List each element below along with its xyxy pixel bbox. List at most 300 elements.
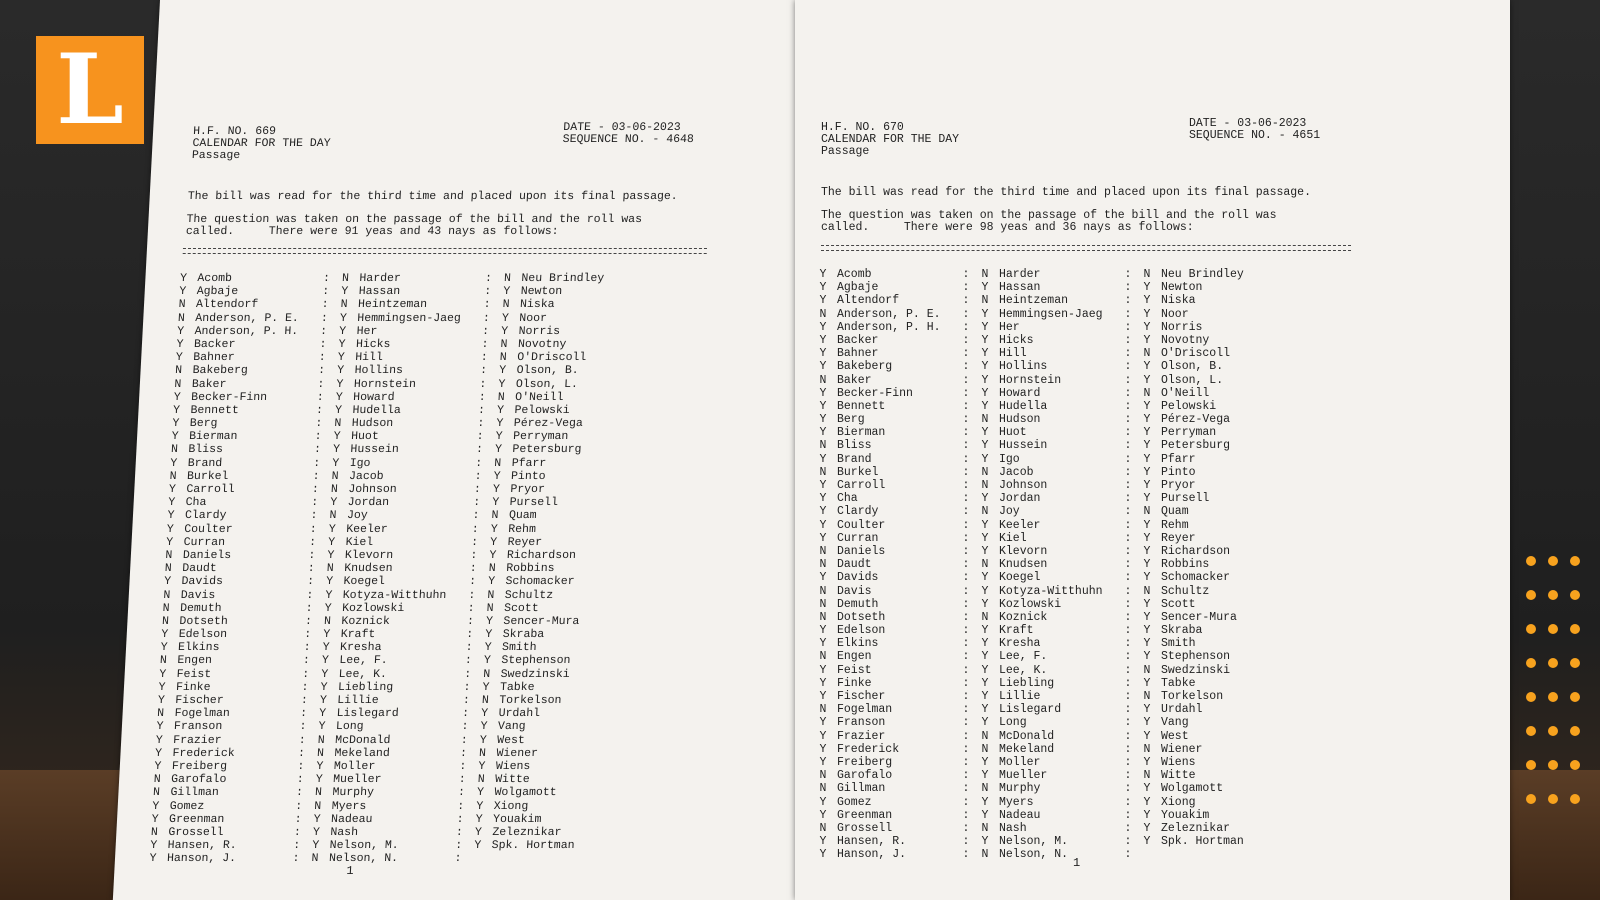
decorative-dot xyxy=(1570,794,1580,804)
vote-mark: N xyxy=(981,821,989,835)
roll-row xyxy=(146,707,623,720)
column-separator: : xyxy=(962,637,970,651)
roll-row xyxy=(809,848,1285,861)
vote-mark: Y xyxy=(176,337,184,351)
vote-mark: Y xyxy=(1143,544,1151,558)
roll-row xyxy=(164,364,641,377)
vote-mark: Y xyxy=(336,364,345,378)
roll-row xyxy=(148,681,625,694)
vote-mark: N xyxy=(178,298,186,312)
vote-mark: Y xyxy=(498,377,506,391)
roll-row xyxy=(168,285,645,298)
column-separator: : xyxy=(962,571,970,585)
vote-mark: Y xyxy=(981,690,989,703)
vote-mark: N xyxy=(329,509,337,523)
member-name: Mekeland xyxy=(334,746,391,760)
member-name: Richardson xyxy=(1161,544,1231,558)
column-separator: : xyxy=(479,364,488,378)
roll-row xyxy=(142,786,619,799)
vote-mark: Y xyxy=(1143,307,1151,321)
vote-mark: N xyxy=(488,562,496,576)
column-separator: : xyxy=(292,839,301,853)
decorative-dot xyxy=(1548,692,1558,702)
member-name: Robbins xyxy=(1161,558,1210,572)
decorative-dot xyxy=(1548,760,1558,770)
vote-mark: Y xyxy=(1143,518,1151,532)
vote-mark: N xyxy=(981,742,989,756)
member-name: Bennett xyxy=(837,399,886,413)
member-name: Garofalo xyxy=(837,769,893,783)
member-name: Kiel xyxy=(999,531,1027,545)
member-name: Hansen, R. xyxy=(167,839,238,853)
vote-mark: Y xyxy=(1143,333,1151,347)
member-name: Howard xyxy=(999,386,1041,400)
vote-mark: Y xyxy=(156,720,164,734)
vote-mark: Y xyxy=(332,443,341,457)
member-name: O'Neill xyxy=(514,390,564,404)
vote-mark: N xyxy=(486,601,494,615)
member-name: Hudella xyxy=(352,403,402,417)
column-separator: : xyxy=(476,430,484,444)
member-name: Wiens xyxy=(495,759,531,773)
roll-row xyxy=(155,536,632,549)
member-name: Feist xyxy=(837,663,872,677)
roll-row xyxy=(809,321,1285,334)
vote-mark: Y xyxy=(495,430,503,444)
vote-mark: Y xyxy=(819,755,827,769)
vote-mark: N xyxy=(499,351,508,365)
vote-mark: Y xyxy=(819,624,827,638)
column-separator: : xyxy=(962,690,970,703)
vote-mark: Y xyxy=(1143,360,1151,374)
column-separator: : xyxy=(962,439,970,453)
member-name: Petersburg xyxy=(1161,439,1231,453)
member-name: Gomez xyxy=(169,799,205,813)
vote-mark: Y xyxy=(981,835,989,849)
column-separator: : xyxy=(458,773,466,787)
column-separator: : xyxy=(1124,835,1132,849)
column-separator: : xyxy=(962,294,970,308)
member-name: Greenman xyxy=(837,808,893,822)
member-name: Niska xyxy=(1161,294,1196,308)
member-name: Daudt xyxy=(837,558,872,572)
vote-mark: N xyxy=(1143,663,1151,677)
column-separator: : xyxy=(1124,624,1132,638)
member-name: Kiel xyxy=(345,535,374,549)
column-separator: : xyxy=(456,812,464,826)
member-name: Jacob xyxy=(999,465,1034,479)
vote-mark: Y xyxy=(315,773,323,787)
vote-mark: Y xyxy=(819,347,827,361)
column-separator: : xyxy=(1124,729,1132,743)
column-separator: : xyxy=(298,733,307,747)
member-name: Keeler xyxy=(345,522,389,536)
member-name: Klevorn xyxy=(999,544,1048,558)
column-separator: : xyxy=(1124,307,1132,321)
vote-mark: N xyxy=(981,413,989,427)
member-name: Berg xyxy=(837,413,865,427)
member-name: Newton xyxy=(1161,281,1203,295)
member-name: Pinto xyxy=(1161,465,1196,479)
vote-mark: Y xyxy=(179,272,188,285)
member-name: Dotseth xyxy=(837,610,886,624)
vote-mark: N xyxy=(174,364,183,378)
member-name: Smith xyxy=(1161,637,1196,651)
member-name: Wiener xyxy=(496,746,539,760)
member-name: Frederick xyxy=(837,742,900,756)
member-name: Garofalo xyxy=(170,773,227,787)
member-name: Koegel xyxy=(343,575,386,589)
column-separator: : xyxy=(477,417,485,431)
roll-row xyxy=(166,325,643,338)
vote-mark: Y xyxy=(489,548,497,562)
vote-mark: Y xyxy=(1143,479,1151,492)
vote-mark: Y xyxy=(981,755,989,769)
column-separator: : xyxy=(1124,492,1132,506)
vote-mark: N xyxy=(316,746,325,760)
roll-row xyxy=(809,650,1285,663)
roll-row xyxy=(161,430,638,443)
roll-row xyxy=(155,549,632,562)
vote-mark: N xyxy=(1143,742,1151,756)
vote-mark: Y xyxy=(336,377,344,391)
vote-mark: Y xyxy=(492,483,501,496)
member-name: Backer xyxy=(193,337,236,351)
member-name: Youakim xyxy=(1161,808,1210,822)
member-name: Davis xyxy=(837,584,872,598)
column-separator: : xyxy=(469,562,477,576)
vote-mark: Y xyxy=(151,799,160,813)
roll-row xyxy=(160,443,637,456)
column-separator: : xyxy=(300,694,309,707)
member-name: Becker-Finn xyxy=(190,390,268,404)
vote-mark: Y xyxy=(482,680,490,694)
member-name: Agbaje xyxy=(837,281,879,295)
column-separator: : xyxy=(962,729,970,743)
vote-mark: N xyxy=(819,597,827,611)
decorative-dot-grid xyxy=(1526,556,1586,806)
column-separator: : xyxy=(455,825,464,839)
member-name: Rehm xyxy=(1161,518,1189,532)
column-separator: : xyxy=(309,522,318,536)
vote-mark: N xyxy=(326,562,334,576)
member-name: Hussein xyxy=(999,439,1048,453)
member-name: Joy xyxy=(346,509,369,523)
vote-mark: N xyxy=(169,469,177,483)
member-name: Noor xyxy=(518,311,548,325)
column-separator: : xyxy=(1124,505,1132,519)
vote-date: DATE - 03-06-2023 xyxy=(562,121,681,134)
member-name: Hill xyxy=(354,351,384,365)
vote-mark: Y xyxy=(819,676,827,690)
vote-mark: N xyxy=(819,703,827,717)
vote-mark: N xyxy=(334,417,342,431)
vote-mark: Y xyxy=(981,808,989,822)
column-separator: : xyxy=(962,465,970,479)
question-line-1: The question was taken on the passage of the bill and the roll was xyxy=(186,213,643,226)
column-separator: : xyxy=(301,667,310,681)
member-name: Berg xyxy=(189,417,218,431)
column-separator: : xyxy=(313,443,322,457)
member-name: Newton xyxy=(520,285,563,299)
decorative-dot xyxy=(1570,760,1580,770)
vote-mark: Y xyxy=(176,324,185,338)
vote-mark: Y xyxy=(981,676,989,690)
member-name: Kresha xyxy=(999,637,1041,651)
member-name: Pfarr xyxy=(511,456,547,470)
column-separator: : xyxy=(1124,413,1132,427)
member-name: Pursell xyxy=(1161,492,1210,506)
column-separator: : xyxy=(962,479,970,492)
member-name: Schultz xyxy=(1161,584,1210,598)
vote-mark: N xyxy=(156,707,165,721)
roll-row xyxy=(809,387,1285,400)
member-name: Kotyza-Witthuhn xyxy=(999,584,1103,598)
vote-mark: Y xyxy=(1143,571,1151,585)
vote-mark: Y xyxy=(157,694,166,707)
member-name: Grossell xyxy=(168,825,224,839)
vote-mark: Y xyxy=(178,285,187,299)
column-separator: : xyxy=(318,351,327,365)
column-separator: : xyxy=(962,452,970,466)
column-separator: : xyxy=(962,373,970,387)
member-name: Neu Brindley xyxy=(1161,268,1244,281)
column-separator: : xyxy=(315,403,324,417)
member-name: Acomb xyxy=(837,268,872,281)
column-separator: : xyxy=(463,680,471,694)
member-name: Gomez xyxy=(837,795,872,809)
vote-mark: Y xyxy=(313,812,321,826)
vote-mark: Y xyxy=(487,575,496,589)
member-name: Clardy xyxy=(184,509,227,523)
vote-mark: Y xyxy=(981,347,989,361)
column-separator: : xyxy=(465,641,473,655)
vote-mark: Y xyxy=(819,294,827,308)
vote-mark: N xyxy=(819,544,827,558)
column-separator: : xyxy=(962,320,970,334)
vote-mark: Y xyxy=(981,795,989,809)
vote-mark: N xyxy=(493,456,502,470)
roll-row xyxy=(165,351,642,364)
member-name: Pérez-Vega xyxy=(513,417,584,431)
decorative-dot xyxy=(1526,556,1536,566)
column-separator: : xyxy=(479,377,487,391)
member-name: Schomacker xyxy=(505,575,575,589)
vote-mark: N xyxy=(981,610,989,624)
column-separator: : xyxy=(299,720,307,734)
member-name: Kraft xyxy=(999,624,1034,638)
vote-mark: Y xyxy=(168,483,177,496)
column-separator: : xyxy=(962,848,970,862)
vote-mark: Y xyxy=(819,505,827,519)
column-separator: : xyxy=(1124,544,1132,558)
column-separator: : xyxy=(962,663,970,677)
column-separator: : xyxy=(307,562,315,576)
member-name: Klevorn xyxy=(344,548,394,562)
member-name: Pryor xyxy=(510,483,546,496)
vote-mark: Y xyxy=(169,456,178,470)
column-separator: : xyxy=(468,588,476,602)
column-separator: : xyxy=(308,535,317,549)
vote-mark: Y xyxy=(981,650,989,664)
vote-mark: Y xyxy=(981,333,989,347)
vote-mark: N xyxy=(503,272,512,285)
column-separator: : xyxy=(1124,439,1132,453)
member-name: Anderson, P. H. xyxy=(837,320,941,334)
vote-mark: Y xyxy=(500,324,509,338)
member-name: Frazier xyxy=(172,733,222,747)
member-name: Bakeberg xyxy=(837,360,893,374)
member-name: Pinto xyxy=(510,469,546,483)
roll-call-table xyxy=(809,268,1285,861)
column-separator: : xyxy=(322,272,331,285)
column-separator: : xyxy=(1124,755,1132,769)
column-separator: : xyxy=(1124,360,1132,374)
member-name: Wolgamott xyxy=(1161,782,1224,796)
member-name: Olson, B. xyxy=(516,364,580,378)
column-separator: : xyxy=(310,496,319,510)
member-name: Novotny xyxy=(1161,333,1210,347)
decorative-dot xyxy=(1548,624,1558,634)
column-separator: : xyxy=(962,716,970,730)
column-separator: : xyxy=(962,360,970,374)
roll-row xyxy=(156,523,633,536)
vote-mark: Y xyxy=(158,680,166,694)
vote-mark: Y xyxy=(981,373,989,387)
member-name: Vang xyxy=(1161,716,1189,730)
vote-mark: N xyxy=(819,439,827,453)
roll-row xyxy=(152,602,629,615)
column-separator: : xyxy=(962,808,970,822)
member-name: Kotyza-Witthuhn xyxy=(342,588,447,602)
decorative-dot xyxy=(1548,590,1558,600)
column-separator: : xyxy=(301,680,309,694)
member-name: Pérez-Vega xyxy=(1161,413,1231,427)
column-separator: : xyxy=(473,483,482,496)
vote-mark: Y xyxy=(819,848,827,862)
separator-rule xyxy=(821,245,1351,251)
member-name: Bliss xyxy=(188,443,224,457)
vote-mark: Y xyxy=(322,628,331,642)
column-separator: : xyxy=(962,268,970,281)
column-separator: : xyxy=(475,443,484,457)
roll-row xyxy=(809,492,1285,505)
roll-row xyxy=(809,453,1285,466)
column-separator: : xyxy=(477,403,486,417)
member-name: Richardson xyxy=(506,548,577,562)
separator-rule xyxy=(183,248,707,254)
bill-number: H.F. NO. 670 xyxy=(821,121,904,134)
vote-mark: Y xyxy=(155,733,164,747)
decorative-dot xyxy=(1548,726,1558,736)
column-separator: : xyxy=(456,799,465,813)
member-name: McDonald xyxy=(999,729,1055,743)
member-name: Hicks xyxy=(355,337,391,351)
vote-mark: Y xyxy=(819,399,827,413)
member-name: Novotny xyxy=(517,337,567,351)
member-name: Engen xyxy=(177,654,213,668)
vote-mark: Y xyxy=(325,575,334,589)
vote-mark: N xyxy=(981,294,989,308)
vote-mark: Y xyxy=(475,799,484,813)
member-name: Anderson, P. E. xyxy=(194,311,300,325)
roll-row xyxy=(159,470,636,483)
member-name: Huot xyxy=(999,426,1027,440)
member-name: Elkins xyxy=(177,641,220,655)
column-separator: : xyxy=(317,364,326,378)
decorative-dot xyxy=(1570,624,1580,634)
member-name: Lee, F. xyxy=(999,650,1048,664)
column-separator: : xyxy=(303,641,311,655)
member-name: Spk. Hortman xyxy=(1161,835,1244,849)
member-name: Zeleznikar xyxy=(492,825,562,839)
vote-mark: Y xyxy=(1143,465,1151,479)
column-separator: : xyxy=(962,426,970,440)
column-separator: : xyxy=(1124,531,1132,545)
vote-mark: Y xyxy=(154,759,162,773)
column-separator: : xyxy=(314,430,322,444)
member-name: Olson, B. xyxy=(1161,360,1224,374)
vote-mark: Y xyxy=(819,426,827,440)
member-name: Edelson xyxy=(178,628,228,642)
vote-mark: Y xyxy=(981,452,989,466)
member-name: Mekeland xyxy=(999,742,1055,756)
vote-mark: Y xyxy=(479,733,488,747)
member-name: Knudsen xyxy=(343,562,393,576)
column-separator: : xyxy=(299,707,308,721)
member-name: Perryman xyxy=(512,430,569,444)
roll-row xyxy=(139,839,616,852)
member-name: Igo xyxy=(999,452,1020,466)
vote-mark: N xyxy=(170,443,179,457)
column-separator: : xyxy=(297,746,306,760)
vote-mark: Y xyxy=(819,571,827,585)
vote-mark: Y xyxy=(318,720,326,734)
member-name: Lee, F. xyxy=(339,654,389,668)
column-separator: : xyxy=(1124,637,1132,651)
member-name: Lee, K. xyxy=(338,667,388,681)
vote-mark: Y xyxy=(172,403,181,417)
member-name: Howard xyxy=(352,390,395,404)
member-name: Curran xyxy=(837,531,879,545)
vote-mark: N xyxy=(1143,386,1151,400)
column-separator: : xyxy=(962,769,970,783)
column-separator: : xyxy=(1124,650,1132,664)
column-separator: : xyxy=(1124,320,1132,334)
column-separator: : xyxy=(454,852,462,866)
member-name: Schultz xyxy=(504,588,554,602)
column-separator: : xyxy=(481,324,490,338)
member-name: Bliss xyxy=(837,439,872,453)
member-name: Lislegard xyxy=(336,707,400,721)
vote-mark: N xyxy=(819,373,827,387)
column-separator: : xyxy=(1124,610,1132,624)
member-name xyxy=(491,852,616,865)
column-separator: : xyxy=(321,298,329,312)
vote-mark: Y xyxy=(981,360,989,374)
brand-logo xyxy=(36,33,144,146)
vote-mark: Y xyxy=(480,720,488,734)
column-separator: : xyxy=(1124,571,1132,585)
roll-row xyxy=(809,664,1285,677)
vote-mark: N xyxy=(330,483,339,496)
member-name: Curran xyxy=(183,535,226,549)
member-name: Agbaje xyxy=(196,285,239,299)
member-name: Moller xyxy=(999,755,1041,769)
column-separator: : xyxy=(1124,465,1132,479)
column-separator: : xyxy=(460,733,469,747)
vote-mark: Y xyxy=(1143,426,1151,440)
